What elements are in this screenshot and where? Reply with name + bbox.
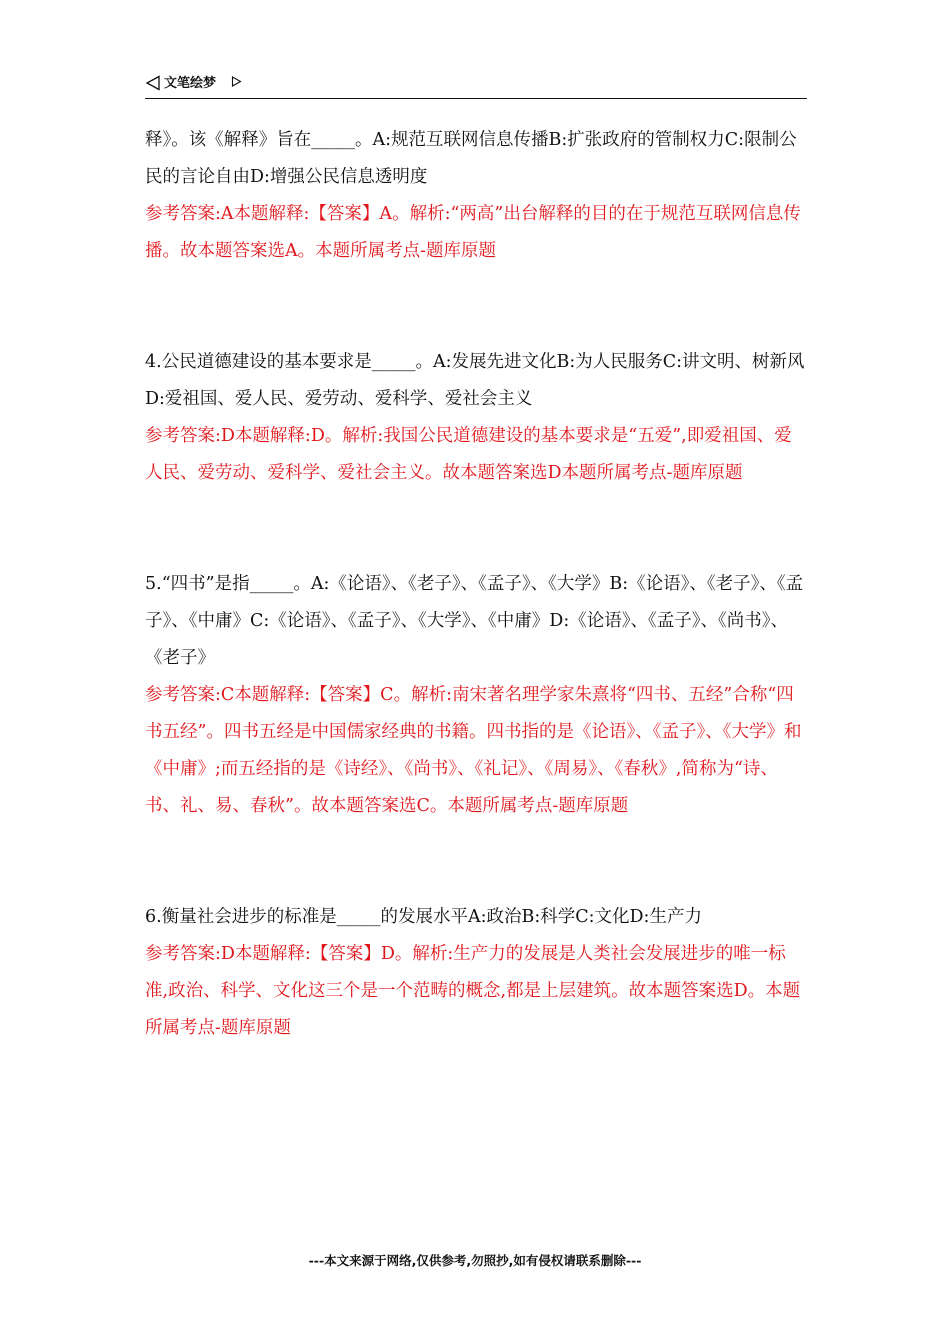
question-text: 6.衡量社会进步的标准是_____的发展水平A:政治B:科学C:文化D:生产力 [145, 907, 702, 927]
footer-disclaimer: ---本文来源于网络,仅供参考,勿照抄,如有侵权请联系删除--- [308, 1253, 642, 1268]
document-body [145, 122, 805, 1047]
triangle-right-outline-icon [231, 76, 242, 87]
question-text: 4.公民道德建设的基本要求是_____。A:发展先进文化B:为人民服务C:讲文明、树新风D:爱祖国、爱人民、爱劳动、爱科学、爱社会主义 [145, 352, 805, 409]
question-block-6 [145, 899, 805, 1047]
answer-text: 参考答案:D本题解释:【答案】D。解析:生产力的发展是人类社会发展进步的唯一标准,政治、科学、文化这三个是一个范畴的概念,都是上层建筑。故本题答案选D。本题所属考点-题库原题 [145, 944, 801, 1038]
question-block-5 [145, 566, 805, 825]
answer-text: 参考答案:C本题解释:【答案】C。解析:南宋著名理学家朱熹将“四书、五经”合称“四书五经”。四书五经是中国儒家经典的书籍。四书指的是《论语》、《孟子》、《大学》和《中庸》;而五经指的是《诗经》、《尚书》、《礼记》、《周易》、《春秋》,简称为“诗、书、礼、易、春秋”。故本题答案选C。本题所属考点-题库原题 [145, 685, 802, 816]
header-title: 文笔绘梦 [164, 76, 217, 91]
question-text: 5.“四书”是指_____。A:《论语》、《老子》、《孟子》、《大学》B:《论语》、《老子》、《孟子》、《中庸》C:《论语》、《孟子》、《大学》、《中庸》D:《论语》、《孟子》、《尚书》、《老子》 [145, 574, 804, 668]
question-text: 释》。该《解释》旨在_____。A:规范互联网信息传播B:扩张政府的管制权力C:限制公民的言论自由D:增强公民信息透明度 [145, 130, 797, 187]
answer-text: 参考答案:D本题解释:D。解析:我国公民道德建设的基本要求是“五爱”,即爱祖国、爱人民、爱劳动、爱科学、爱社会主义。故本题答案选D本题所属考点-题库原题 [145, 426, 792, 483]
spacer [145, 825, 805, 899]
page-header [145, 72, 807, 99]
answer-text: 参考答案:A本题解释:【答案】A。解析:“两高”出台解释的目的在于规范互联网信息传播。故本题答案选A。本题所属考点-题库原题 [145, 204, 801, 261]
spacer [145, 270, 805, 344]
question-block-3 [145, 122, 805, 270]
question-block-4 [145, 344, 805, 492]
triangle-left-outline-icon [145, 75, 161, 91]
spacer [145, 492, 805, 566]
